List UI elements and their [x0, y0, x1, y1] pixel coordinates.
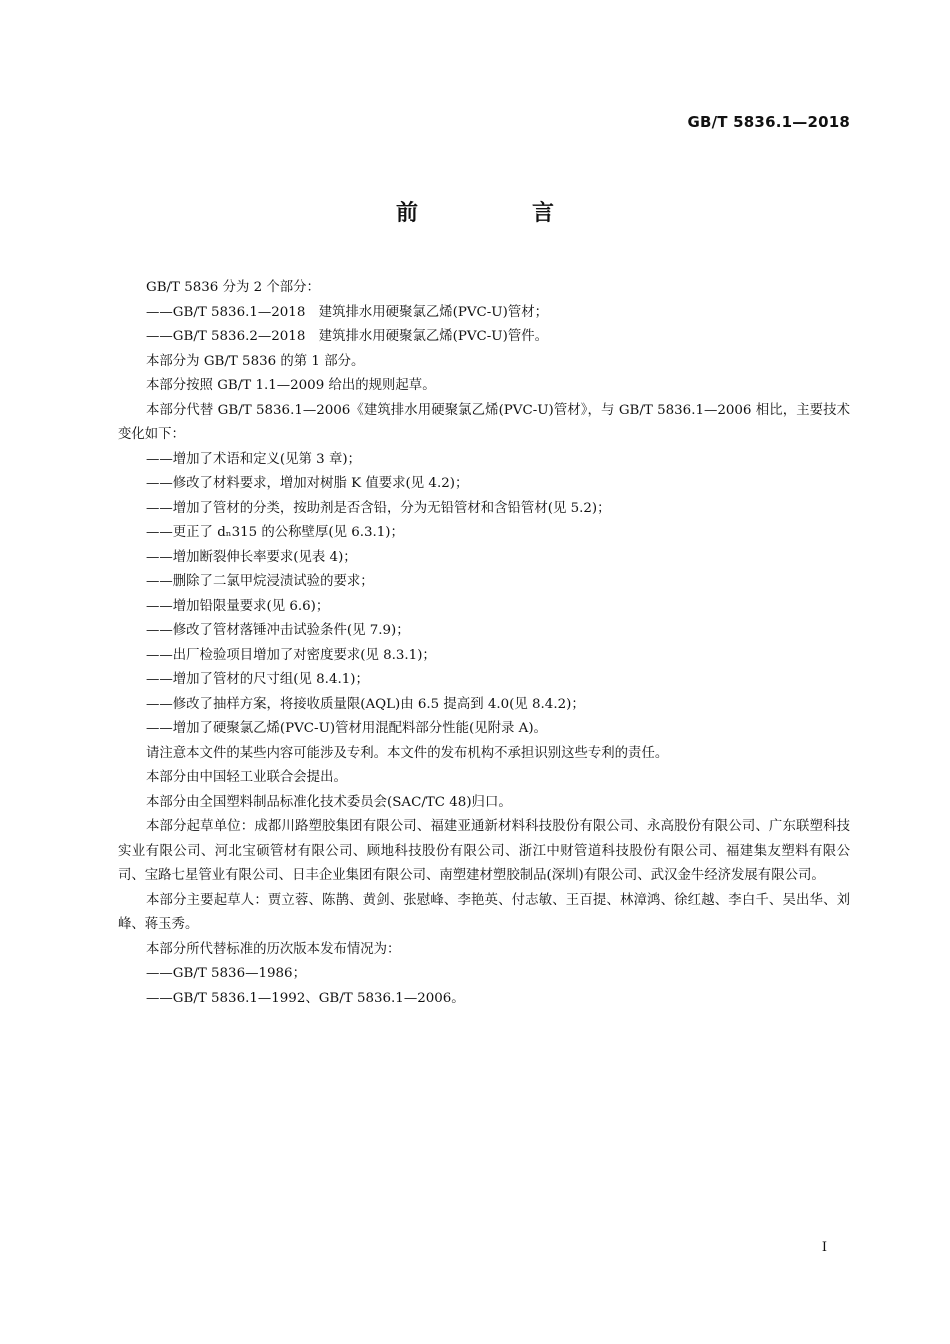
list-item: ——GB/T 5836.1—1992、GB/T 5836.1—2006。	[146, 990, 465, 1006]
list-item: ——增加铅限量要求(见 6.6)；	[146, 598, 330, 614]
paragraph: 请注意本文件的某些内容可能涉及专利。本文件的发布机构不承担识别这些专利的责任。	[146, 745, 669, 761]
paragraph: 本部分由全国塑料制品标准化技术委员会(SAC/TC 48)归口。	[146, 794, 512, 810]
paragraph: 本部分代替 GB/T 5836.1—2006《建筑排水用硬聚氯乙烯(PVC-U)管材》，与 GB/T 5836.1—2006 相比，主要技术变化如下：	[118, 402, 850, 442]
paragraph: 本部分主要起草人：贾立蓉、陈鹊、黄剑、张慰峰、李艳英、付志敏、王百提、林漳鸿、徐红越、李白千、吴出华、刘峰、蒋玉秀。	[118, 892, 850, 932]
paragraph: 本部分所代替标准的历次版本发布情况为：	[146, 941, 401, 957]
foreword-body	[118, 276, 850, 1011]
list-item: ——删除了二氯甲烷浸渍试验的要求；	[146, 574, 374, 589]
list-item: ——出厂检验项目增加了对密度要求(见 8.3.1)；	[146, 647, 436, 663]
list-item: ——GB/T 5836—1986；	[146, 966, 306, 981]
list-item: ——更正了 dₙ315 的公称壁厚(见 6.3.1)；	[146, 525, 404, 540]
paragraph: 本部分起草单位：成都川路塑胶集团有限公司、福建亚通新材料科技股份有限公司、永高股份有限公司、广东联塑科技实业有限公司、河北宝硕管材有限公司、顾地科技股份有限公司、浙江中财管道科技股份有限公司、福建集友塑料有限公司、宝路七星管业有限公司、日丰企业集团有限公司、南塑建材塑胶制品(深圳)有限公司、武汉金牛经济发展有限公司。	[118, 819, 850, 883]
list-item: ——修改了抽样方案，将接收质量限(AQL)由 6.5 提高到 4.0(见 8.4.2)；	[146, 696, 585, 712]
paragraph: 本部分由中国轻工业联合会提出。	[146, 770, 347, 785]
page-title: 前 言	[395, 201, 600, 226]
paragraph: GB/T 5836 分为 2 个部分：	[146, 280, 320, 295]
list-item: ——修改了材料要求，增加对树脂 K 值要求(见 4.2)；	[146, 476, 469, 491]
page-number: I	[821, 1240, 827, 1255]
paragraph: 本部分为 GB/T 5836 的第 1 部分。	[146, 353, 365, 369]
standard-number: GB/T 5836.1—2018	[687, 113, 850, 131]
list-item: ——增加了硬聚氯乙烯(PVC-U)管材用混配料部分性能(见附录 A)。	[146, 721, 547, 736]
list-item: ——增加断裂伸长率要求(见表 4)；	[146, 549, 357, 565]
list-item: ——增加了术语和定义(见第 3 章)；	[146, 451, 361, 467]
list-item: ——修改了管材落锤冲击试验条件(见 7.9)；	[146, 623, 410, 638]
list-item: ——GB/T 5836.2—2018 建筑排水用硬聚氯乙烯(PVC-U)管件。	[146, 329, 548, 344]
list-item: ——增加了管材的分类，按助剂是否含铅，分为无铅管材和含铅管材(见 5.2)；	[146, 500, 611, 516]
list-item: ——增加了管材的尺寸组(见 8.4.1)；	[146, 672, 369, 687]
paragraph: 本部分按照 GB/T 1.1—2009 给出的规则起草。	[146, 378, 436, 393]
list-item: ——GB/T 5836.1—2018 建筑排水用硬聚氯乙烯(PVC-U)管材；	[146, 304, 548, 320]
